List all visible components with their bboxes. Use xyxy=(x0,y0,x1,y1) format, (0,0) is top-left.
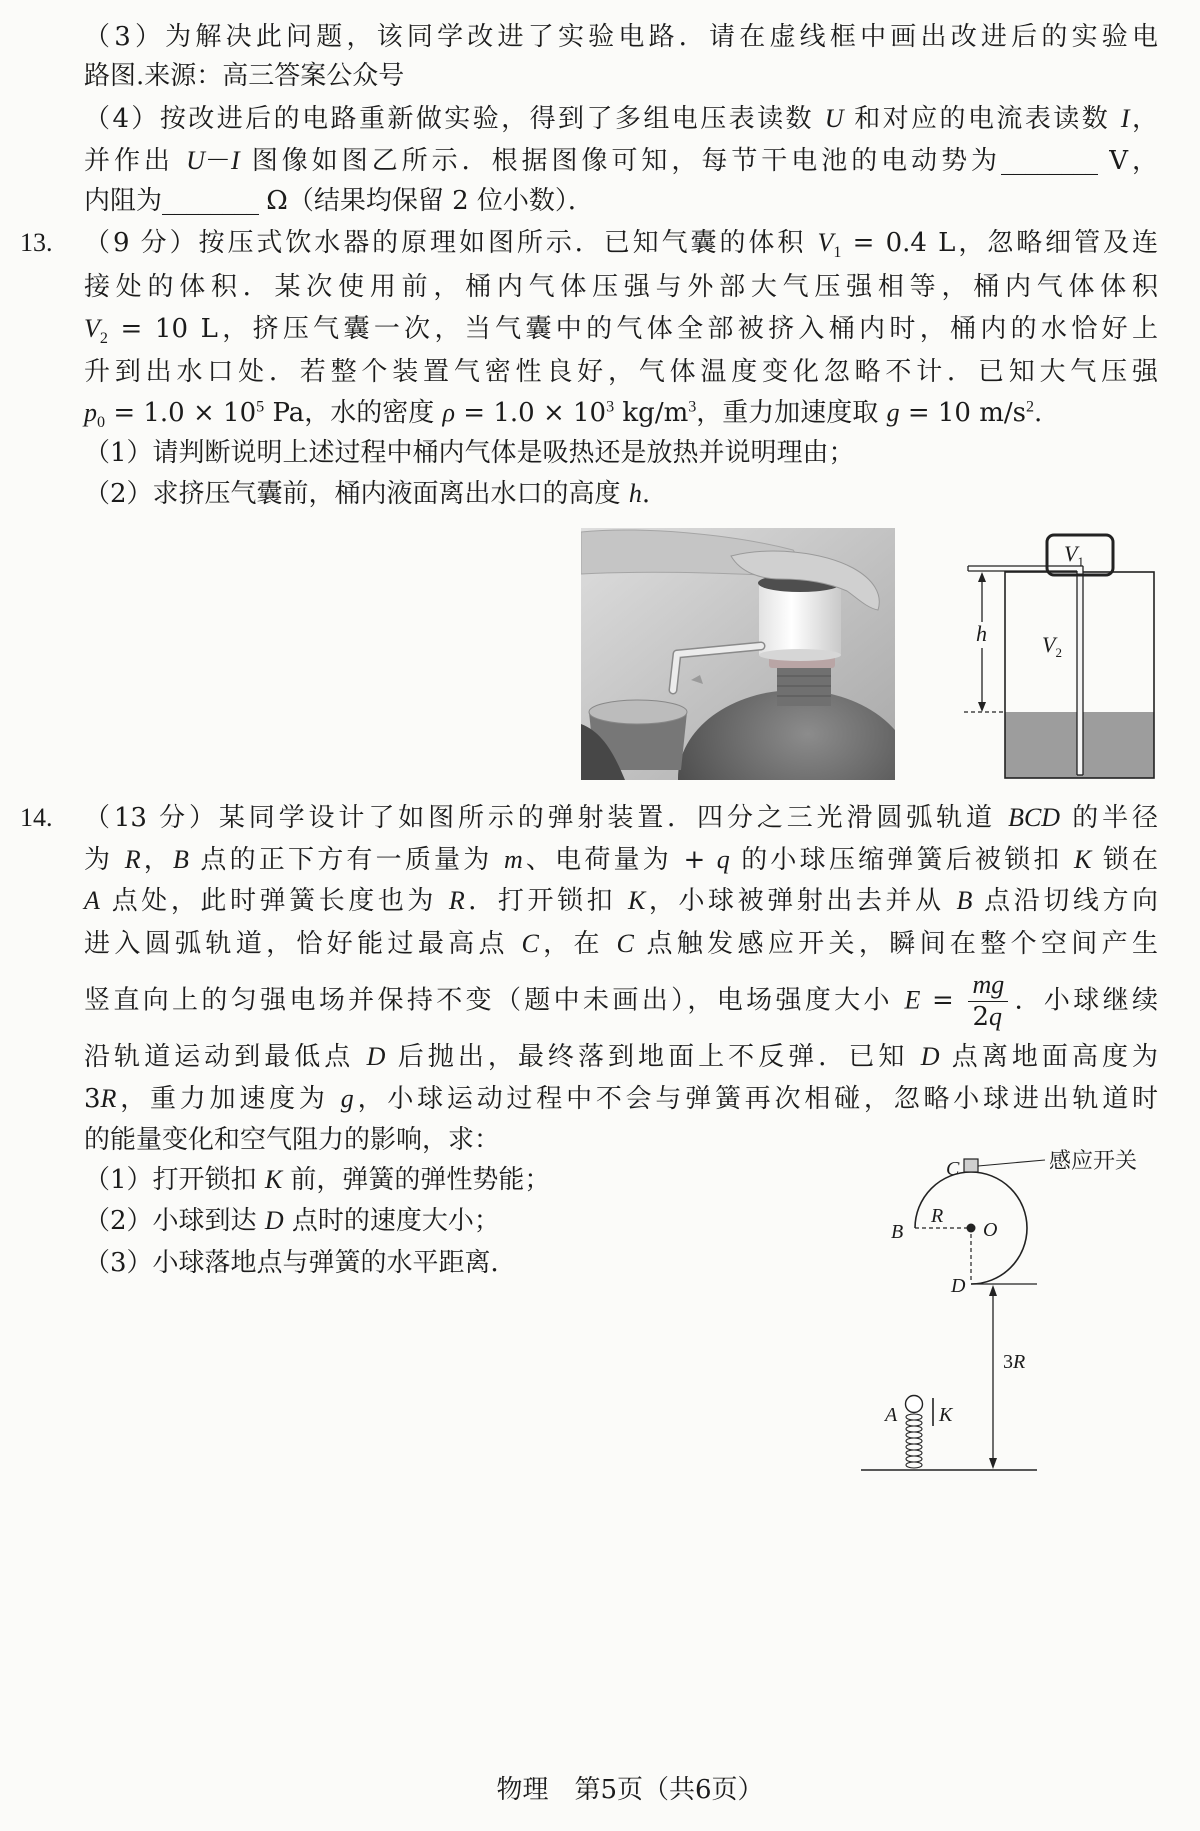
bottle-neck xyxy=(777,666,831,706)
text-run: = 10 L，挤压气囊一次，当气囊中的气体全部被挤入桶内时，桶内的水恰好上 xyxy=(107,314,1158,344)
text-run: 竖直向上的匀强电场并保持不变（题中未画出），电场强度大小 xyxy=(84,985,905,1016)
text-run: 和对应的电流表读数 xyxy=(843,104,1121,134)
text-run: 后抛出，最终落到地面上不反弹．已知 xyxy=(385,1042,921,1072)
text-run: （2）求挤压气囊前，桶内液面离出水口的高度 xyxy=(84,479,629,509)
q12-part4-line xyxy=(84,181,594,221)
math-variable: U xyxy=(186,146,205,175)
text-run: ，在 xyxy=(538,929,617,959)
text-run: = xyxy=(920,985,966,1016)
q14-line xyxy=(84,1079,1158,1119)
math-variable: mg xyxy=(972,970,1005,999)
text-run: 点的正下方有一质量为 xyxy=(188,845,504,875)
math-variable: R xyxy=(100,1084,117,1113)
text-run: = 1.0 × 10 xyxy=(455,398,607,428)
page-footer: 物理 第5页（共6页） xyxy=(496,1775,764,1805)
math-variable: I xyxy=(230,146,240,175)
math-variable: C xyxy=(616,929,634,958)
math-variable: K xyxy=(264,1165,283,1194)
center-point xyxy=(967,1224,976,1233)
math-variable: R xyxy=(448,886,465,915)
q14-line xyxy=(84,798,1158,838)
text-run: ．小球继续 xyxy=(1011,985,1158,1016)
text-run: 进入圆弧轨道，恰好能过最高点 xyxy=(84,929,522,959)
text-run: Ω（结果均保留 2 位小数）． xyxy=(258,186,594,216)
math-variable: B xyxy=(173,845,189,874)
c-label: C xyxy=(946,1158,960,1180)
math-variable: I xyxy=(1120,104,1130,133)
math-variable: q xyxy=(716,845,730,874)
launcher-diagram xyxy=(855,1140,1155,1485)
q13-line xyxy=(84,267,1158,307)
q13-line xyxy=(84,309,1158,349)
text-run: （9 分）按压式饮水器的原理如图所示．已知气囊的体积 xyxy=(84,228,818,258)
math-variable: D xyxy=(264,1206,284,1235)
text-run: 点处，此时弹簧长度也为 xyxy=(99,886,449,916)
switch-leader-line xyxy=(978,1160,1045,1166)
text-run: （4）按改进后的电路重新做实验，得到了多组电压表读数 xyxy=(84,104,825,134)
math-variable: B xyxy=(956,886,973,915)
q12-part4-line xyxy=(84,99,1158,139)
height-arrow xyxy=(989,1285,997,1469)
q14-line xyxy=(84,840,1158,880)
v2-label: $V_2$ xyxy=(1042,632,1062,660)
question-number: 13. xyxy=(20,228,53,257)
math-variable: V xyxy=(84,314,100,343)
math-variable: g xyxy=(886,398,900,427)
math-variable: D xyxy=(366,1042,386,1071)
math-variable: K xyxy=(1073,845,1092,874)
q13-subquestion xyxy=(84,433,855,473)
fraction-denominator xyxy=(968,1002,1008,1033)
text-run: = 10 m/s xyxy=(899,398,1026,428)
text-run: 、电荷量为 + xyxy=(522,845,717,875)
math-variable: D xyxy=(920,1042,940,1071)
text-run: 点触发感应开关，瞬间在整个空间产生 xyxy=(633,929,1159,959)
text-run: 路图.来源：高三答案公众号 xyxy=(84,61,405,91)
d-label: D xyxy=(951,1275,966,1297)
text-run: ．打开锁扣 xyxy=(464,886,628,916)
math-variable: V xyxy=(817,228,834,257)
answer-blank: ________ xyxy=(162,186,259,216)
switch-label: 感应开关 xyxy=(1049,1148,1138,1173)
fraction-numerator xyxy=(968,970,1008,1002)
text-run: V， xyxy=(1097,146,1159,176)
text-run: （2）小球到达 xyxy=(84,1206,265,1236)
text-run: 3 xyxy=(84,1084,101,1114)
text-run: 锁在 xyxy=(1091,845,1158,875)
text-run: 的小球压缩弹簧后被锁扣 xyxy=(729,845,1074,875)
subscript: 0 xyxy=(97,414,106,432)
fraction xyxy=(968,970,1008,1033)
text-run: ，小球被弹射出去并从 xyxy=(645,886,957,916)
text-run: ，小球运动过程中不会与弹簧再次相碰，忽略小球进出轨道时 xyxy=(353,1084,1158,1114)
answer-blank: ________ xyxy=(1001,146,1098,176)
induction-switch xyxy=(964,1159,978,1172)
text-run: 点沿切线方向 xyxy=(972,886,1159,916)
subscript: 2 xyxy=(99,330,108,348)
dispenser-diagram xyxy=(960,528,1160,783)
superscript: 5 xyxy=(256,398,265,416)
q13-line xyxy=(84,393,1042,433)
text-run: 的半径 xyxy=(1060,803,1158,833)
q14-line xyxy=(84,970,1158,1033)
text-run: . xyxy=(1034,398,1043,428)
text-run: ， xyxy=(1129,104,1159,134)
q14-line xyxy=(84,1120,500,1160)
text-run: － xyxy=(204,146,231,176)
text-run: . xyxy=(641,479,651,509)
text-run: （13 分）某同学设计了如图所示的弹射装置．四分之三光滑圆弧轨道 xyxy=(84,803,1009,833)
text-run: （3）小球落地点与弹簧的水平距离． xyxy=(84,1248,517,1278)
text-run: = 0.4 L，忽略细管及连 xyxy=(841,228,1158,258)
math-variable: E xyxy=(904,985,921,1015)
text-run: 沿轨道运动到最低点 xyxy=(84,1042,367,1072)
math-variable: ρ xyxy=(442,398,456,427)
superscript: 3 xyxy=(688,398,697,416)
math-variable: h xyxy=(628,479,642,508)
q13-line xyxy=(84,223,1158,263)
text-run: Pa，水的密度 xyxy=(264,398,443,428)
text-run: kg/m xyxy=(614,398,689,428)
text-run: 的能量变化和空气阻力的影响，求： xyxy=(84,1125,501,1155)
math-variable: BCD xyxy=(1008,803,1061,832)
text-run: 为 xyxy=(84,845,125,875)
math-variable: g xyxy=(340,1084,354,1113)
math-variable: K xyxy=(628,886,646,915)
text-run: 2 xyxy=(972,1001,989,1032)
pump-body xyxy=(758,574,842,661)
text-run: （1）打开锁扣 xyxy=(84,1165,265,1195)
q13-line xyxy=(84,352,1158,392)
q14-subquestion xyxy=(84,1160,550,1200)
q12-part3-line xyxy=(84,17,1158,57)
text-run: （3）为解决此问题，该同学改进了实验电路．请在虚线框中画出改进后的实验电 xyxy=(84,22,1158,52)
text-run: 前，弹簧的弹性势能； xyxy=(282,1165,551,1195)
question-number: 14. xyxy=(20,803,53,832)
text-run: ，重力加速度取 xyxy=(696,398,887,428)
text-run: 升到出水口处．若整个装置气密性良好，气体温度变化忽略不计．已知大气压强 xyxy=(84,357,1158,387)
height-label: 3R xyxy=(1003,1351,1026,1373)
o-label: O xyxy=(983,1219,998,1241)
k-label: K xyxy=(939,1404,953,1426)
a-label: A xyxy=(885,1404,898,1426)
superscript: 2 xyxy=(1025,398,1035,416)
text-run: 接处的体积．某次使用前，桶内气体压强与外部大气压强相等，桶内气体体积 xyxy=(84,272,1158,302)
q14-line xyxy=(84,924,1158,964)
r-label: R xyxy=(931,1205,944,1227)
v1-label: $V_1$ xyxy=(1064,541,1084,569)
q14-subquestion xyxy=(84,1243,517,1283)
q14-line xyxy=(84,881,1158,921)
math-variable: q xyxy=(988,1001,1002,1031)
spring xyxy=(906,1414,922,1468)
q13-subquestion xyxy=(84,474,650,514)
math-variable: R xyxy=(124,845,141,874)
math-variable: p xyxy=(84,398,97,427)
text-run: （1）请判断说明上述过程中桶内气体是吸热还是放热并说明理由； xyxy=(84,438,855,468)
b-label: B xyxy=(891,1221,904,1243)
text-run: 点时的速度大小； xyxy=(283,1206,500,1236)
q14-subquestion xyxy=(84,1201,500,1241)
q14-line xyxy=(84,1037,1158,1077)
q12-part3-line xyxy=(84,56,404,96)
q12-part4-line xyxy=(84,141,1158,181)
text-run: = 1.0 × 10 xyxy=(105,398,257,428)
text-run: 内阻为 xyxy=(84,186,163,216)
subscript: 1 xyxy=(833,244,842,262)
text-run: ，重力加速度为 xyxy=(116,1084,341,1114)
math-variable: U xyxy=(824,104,844,133)
text-run: ， xyxy=(140,845,173,875)
text-run: 图像如图乙所示．根据图像可知，每节干电池的电动势为 xyxy=(239,146,1002,176)
superscript: 3 xyxy=(606,398,615,416)
math-variable: C xyxy=(521,929,539,958)
math-variable: m xyxy=(503,845,523,874)
math-variable: A xyxy=(84,886,100,915)
h-label: h xyxy=(976,621,987,646)
ball xyxy=(906,1396,923,1413)
dispenser-photo xyxy=(581,528,895,780)
text-run: 点离地面高度为 xyxy=(939,1042,1159,1072)
text-run: 并作出 xyxy=(84,146,187,176)
